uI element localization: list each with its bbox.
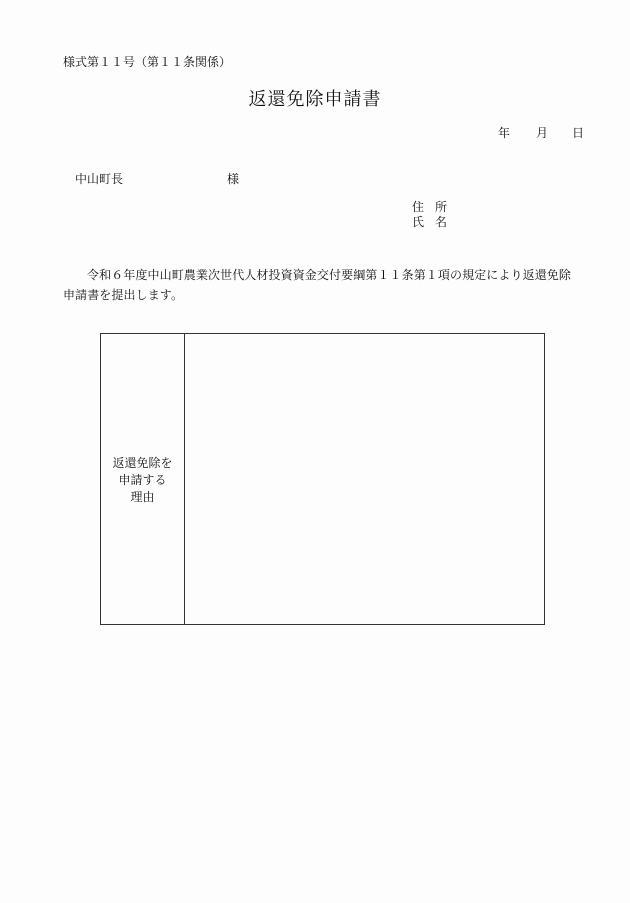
name-label: 氏名 bbox=[412, 215, 459, 229]
body-paragraph: 令和６年度中山町農業次世代人材投資資金交付要綱第１１条第１項の規定により返還免除申請書を提出します。 bbox=[63, 268, 572, 302]
date-month-label: 月 bbox=[536, 126, 549, 140]
reason-table bbox=[100, 333, 545, 625]
addressee: 中山町長 bbox=[75, 172, 124, 186]
date-year-label: 年 bbox=[498, 126, 511, 140]
date-day-label: 日 bbox=[572, 126, 585, 140]
reason-input-area[interactable] bbox=[185, 334, 544, 624]
form-number: 様式第１１号（第１１条関係） bbox=[63, 55, 232, 69]
reason-label-cell bbox=[101, 334, 185, 624]
reason-label bbox=[112, 455, 172, 506]
reason-label-line-2: 申請する bbox=[118, 472, 167, 487]
honorific: 様 bbox=[227, 172, 240, 186]
address-label: 住所 bbox=[412, 200, 459, 214]
reason-label-line-3: 理由 bbox=[130, 489, 155, 504]
reason-label-line-1: 返還免除を bbox=[112, 455, 173, 470]
document-title: 返還免除申請書 bbox=[248, 89, 382, 110]
